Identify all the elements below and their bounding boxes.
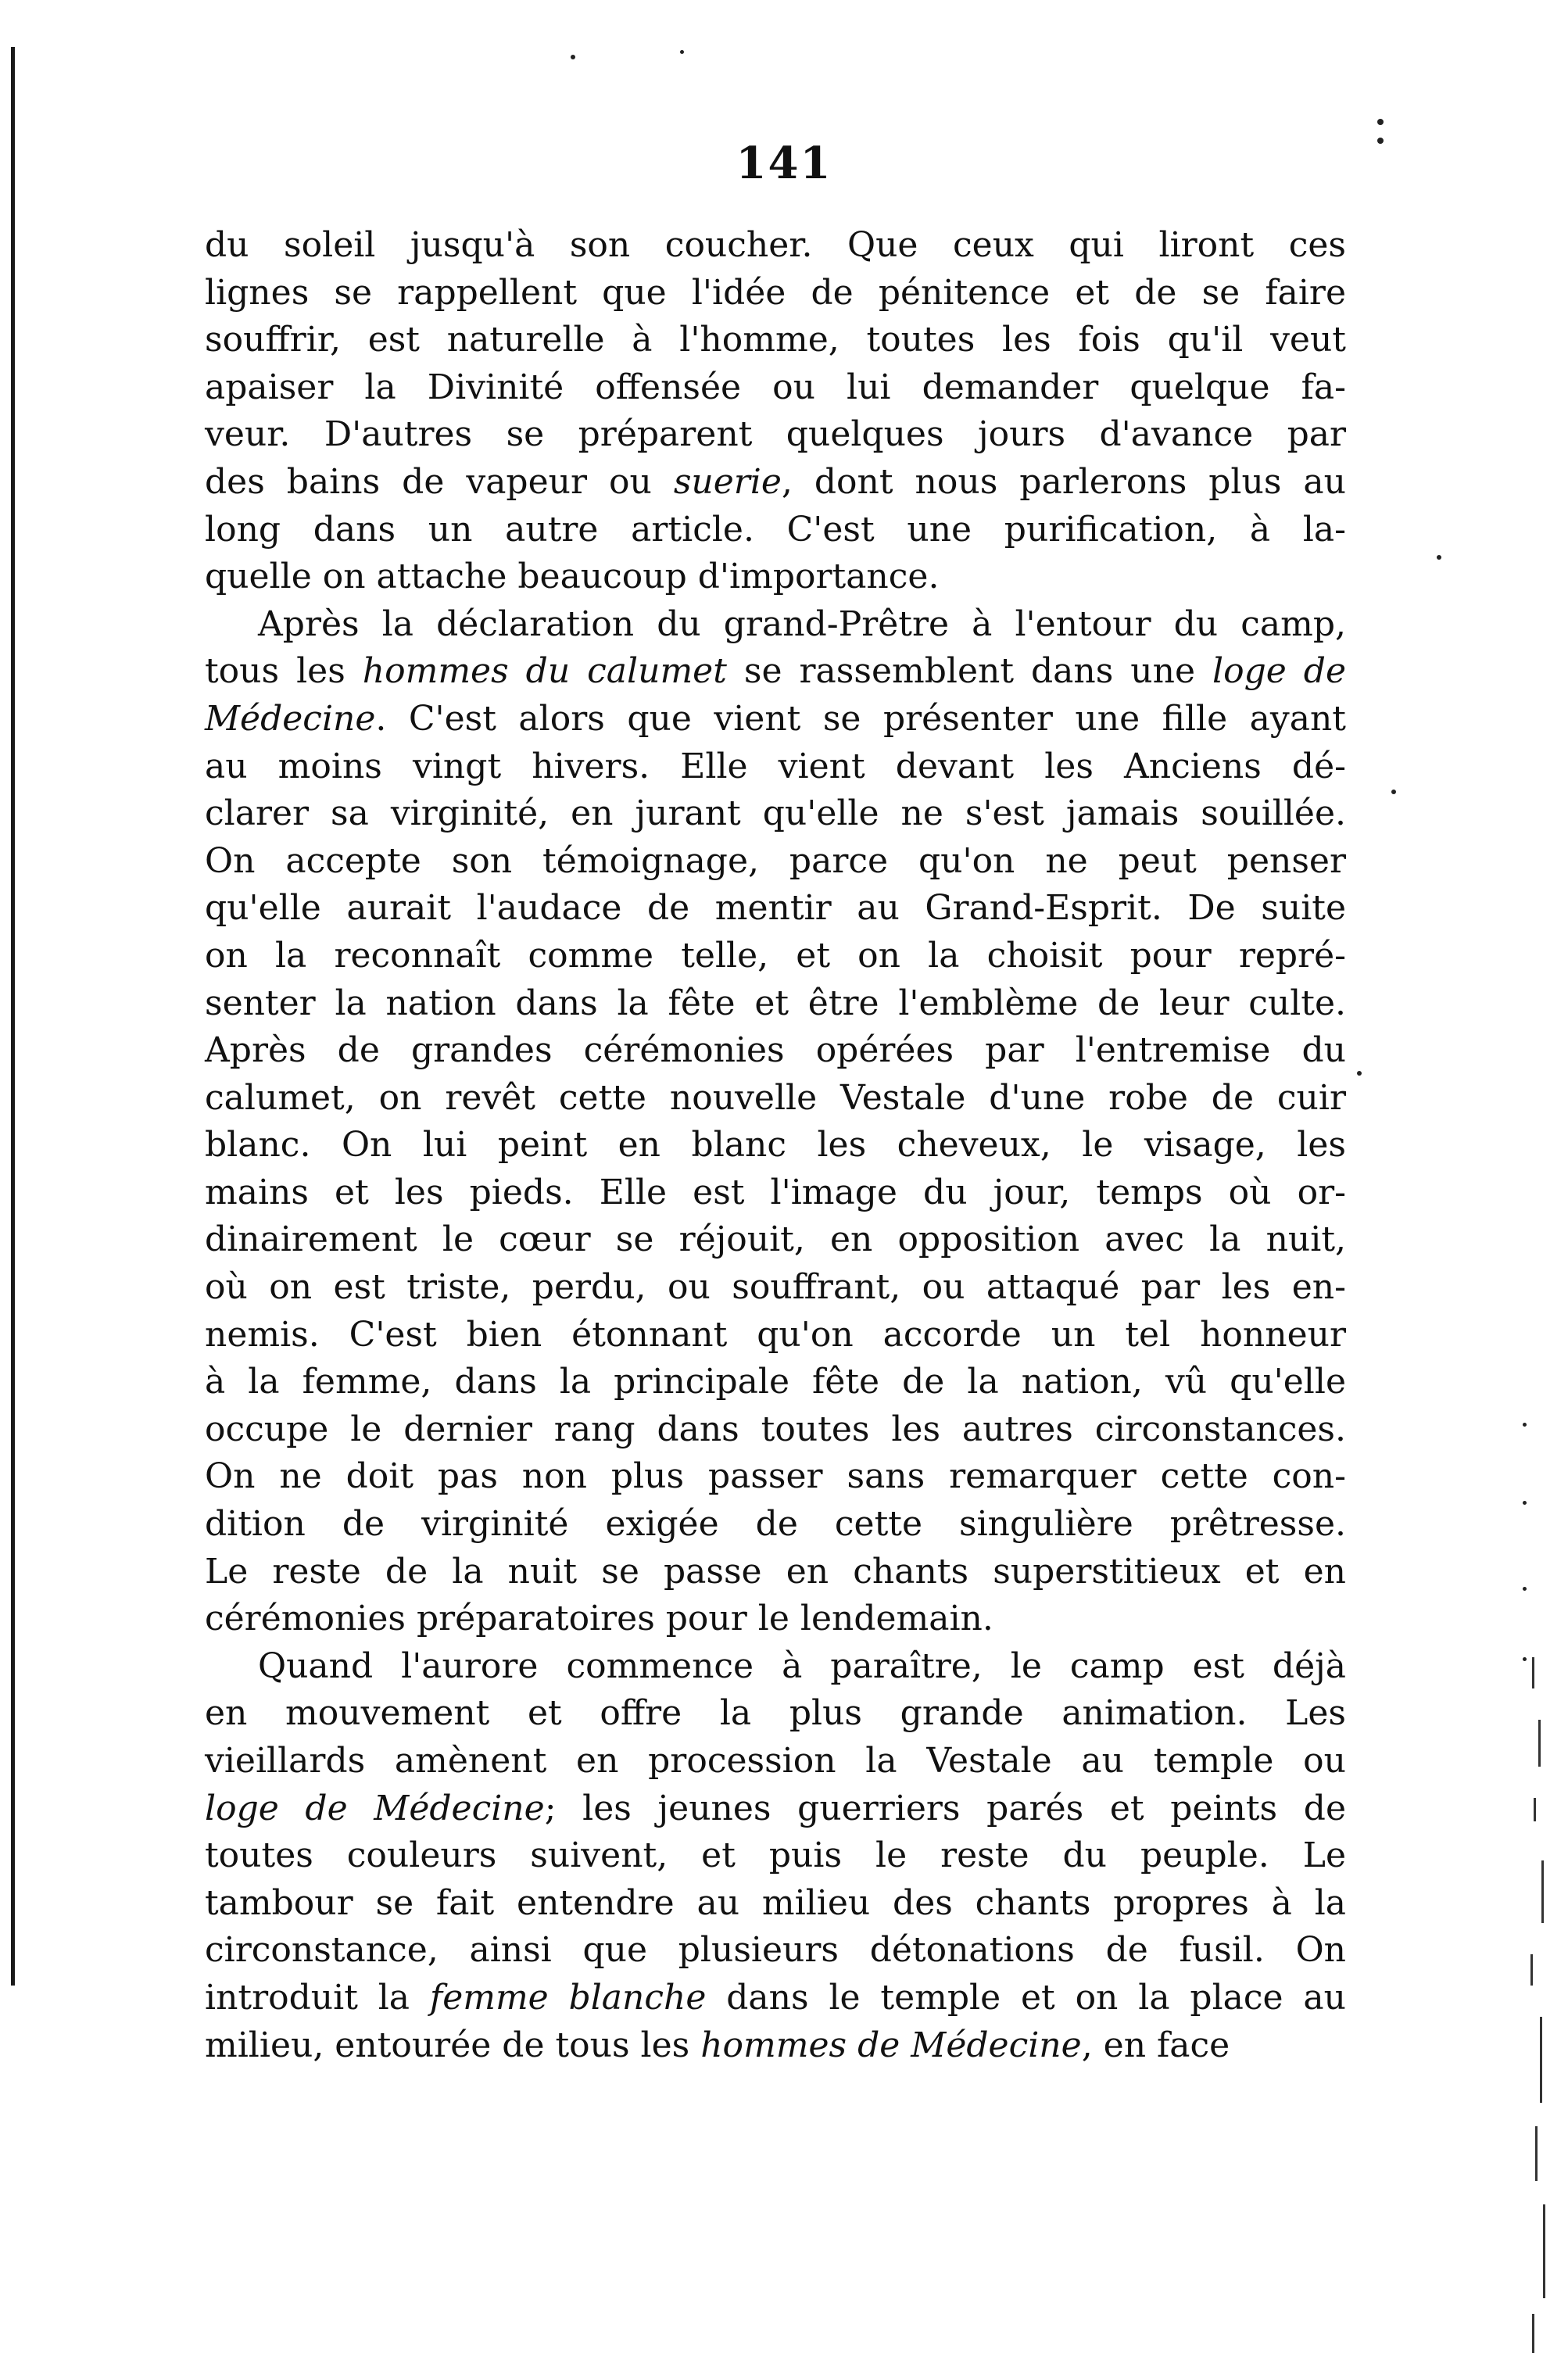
text-line [205, 507, 1346, 554]
text-run: on la reconnaît comme telle, et on la choisit pour repré- [205, 935, 1346, 976]
italic-text: hommes du calumet [362, 651, 727, 692]
text-run: Quand l'aurore commence à paraître, le camp est déjà [258, 1645, 1346, 1686]
text-run: tambour se fait entendre au milieu des chants propres à la [205, 1882, 1346, 1923]
text-line [205, 1359, 1346, 1406]
text-run: senter la nation dans la fête et être l'emblème de leur culte. [205, 983, 1346, 1023]
text-run: tous les [205, 651, 363, 692]
scan-speck [1523, 1657, 1527, 1661]
scan-speck [1391, 790, 1396, 794]
text-run: introduit la [205, 1977, 430, 2018]
text-line [205, 1406, 1346, 1454]
scan-speck [1523, 1587, 1527, 1591]
text-run: des bains de vapeur ou [205, 461, 674, 502]
text-line [205, 1264, 1346, 1312]
text-line [205, 1832, 1346, 1880]
text-line [205, 411, 1346, 459]
scan-speck [571, 55, 575, 59]
text-line [205, 1595, 1346, 1643]
text-line [205, 1738, 1346, 1785]
text-line [205, 1785, 1346, 1833]
text-line [205, 1027, 1346, 1075]
text-line [205, 1643, 1346, 1691]
text-run: milieu, entourée de tous les [205, 2025, 701, 2065]
text-line [205, 1501, 1346, 1549]
text-run: se rassemblent dans une [726, 651, 1213, 692]
text-run: nemis. C'est bien étonnant qu'on accorde un tel honneur [205, 1314, 1346, 1355]
text-line [205, 1880, 1346, 1928]
text-run: clarer sa virginité, en jurant qu'elle ne s'est jamais souillée. [205, 793, 1346, 834]
text-run: en mouvement et offre la plus grande animation. Les [205, 1693, 1346, 1734]
scan-speck [1377, 138, 1384, 144]
scan-speck [1377, 119, 1384, 125]
text-line [205, 1075, 1346, 1123]
text-run: qu'elle aurait l'audace de mentir au Grand-Esprit. De suite [205, 888, 1346, 929]
text-line [205, 1549, 1346, 1596]
italic-text: suerie [673, 461, 782, 502]
scan-speck [680, 50, 684, 54]
text-run: veur. D'autres se préparent quelques jours d'avance par [205, 414, 1346, 455]
text-run: souffrir, est naturelle à l'homme, toutes les fois qu'il veut [205, 320, 1346, 360]
text-line [205, 364, 1346, 412]
italic-text: loge de [1212, 651, 1346, 692]
text-line [205, 270, 1346, 317]
text-line [205, 459, 1346, 507]
text-run: apaiser la Divinité offensée ou lui demander quelque fa- [205, 367, 1346, 407]
text-line [205, 696, 1346, 743]
italic-text: femme blanche [429, 1977, 707, 2018]
text-run: On accepte son témoignage, parce qu'on ne peut penser [205, 840, 1346, 881]
text-line [205, 553, 1346, 601]
text-run: à la femme, dans la principale fête de la nation, vû qu'elle [205, 1362, 1346, 1402]
text-line [205, 743, 1346, 791]
text-run: du soleil jusqu'à son coucher. Que ceux qui liront ces [205, 225, 1346, 265]
scan-edge-noise [1529, 1657, 1552, 2361]
text-run: occupe le dernier rang dans toutes les autres circonstances. [205, 1409, 1346, 1449]
scan-speck [1523, 1423, 1527, 1427]
text-run: , dont nous parlerons plus au [781, 461, 1346, 502]
scan-speck [1523, 1501, 1527, 1505]
text-run: dans le temple et on la place au [706, 1977, 1346, 2018]
text-run: où on est triste, perdu, ou souffrant, ou attaqué par les en- [205, 1267, 1346, 1308]
text-line [205, 790, 1346, 838]
text-line [205, 1690, 1346, 1738]
text-run: . C'est alors que vient se présenter une fille ayant [375, 698, 1346, 739]
text-line [205, 648, 1346, 696]
text-run: dition de virginité exigée de cette singulière prêtresse. [205, 1504, 1346, 1545]
text-run: mains et les pieds. Elle est l'image du jour, temps où or- [205, 1172, 1346, 1212]
text-run: Après de grandes cérémonies opérées par l'entremise du [205, 1030, 1346, 1071]
text-line [205, 1169, 1346, 1217]
text-line [205, 980, 1346, 1028]
text-line [205, 838, 1346, 886]
page-binding-edge [11, 47, 15, 1986]
text-line [205, 1312, 1346, 1359]
text-run: lignes se rappellent que l'idée de pénitence et de se faire [205, 272, 1346, 313]
text-run: cérémonies préparatoires pour le lendemain. [205, 1599, 993, 1639]
text-line [205, 933, 1346, 980]
italic-text: loge de Médecine [205, 1788, 545, 1828]
text-run: long dans un autre article. C'est une purification, à la- [205, 509, 1346, 550]
italic-text: Médecine [205, 698, 376, 739]
page-number: 141 [736, 138, 832, 189]
text-run: circonstance, ainsi que plusieurs détonations de fusil. On [205, 1930, 1346, 1971]
italic-text: hommes de Médecine [700, 2025, 1082, 2065]
text-line [205, 222, 1346, 270]
scan-speck [1437, 555, 1441, 560]
text-line [205, 601, 1346, 649]
text-line [205, 1216, 1346, 1264]
text-run: vieillards amènent en procession la Vestale au temple ou [205, 1741, 1346, 1781]
text-line [205, 2022, 1346, 2070]
text-run: blanc. On lui peint en blanc les cheveux, le visage, les [205, 1125, 1346, 1166]
scan-speck [1357, 1071, 1362, 1076]
text-run: , en face [1081, 2025, 1230, 2065]
text-run: calumet, on revêt cette nouvelle Vestale d'une robe de cuir [205, 1077, 1346, 1118]
text-run: Après la déclaration du grand-Prêtre à l'entour du camp, [258, 603, 1346, 644]
body-text [205, 222, 1346, 2069]
text-line [205, 1975, 1346, 2022]
text-run: dinairement le cœur se réjouit, en opposition avec la nuit, [205, 1219, 1346, 1260]
text-run: ; les jeunes guerriers parés et peints de [544, 1788, 1346, 1828]
text-run: On ne doit pas non plus passer sans remarquer cette con- [205, 1456, 1346, 1497]
text-line [205, 1927, 1346, 1975]
text-line [205, 885, 1346, 933]
text-run: Le reste de la nuit se passe en chants superstitieux et en [205, 1551, 1346, 1592]
text-line [205, 1122, 1346, 1169]
text-line [205, 317, 1346, 364]
text-line [205, 1453, 1346, 1501]
text-run: toutes couleurs suivent, et puis le reste du peuple. Le [205, 1835, 1346, 1876]
text-run: quelle on attache beaucoup d'importance. [205, 557, 940, 597]
text-run: au moins vingt hivers. Elle vient devant les Anciens dé- [205, 746, 1346, 786]
